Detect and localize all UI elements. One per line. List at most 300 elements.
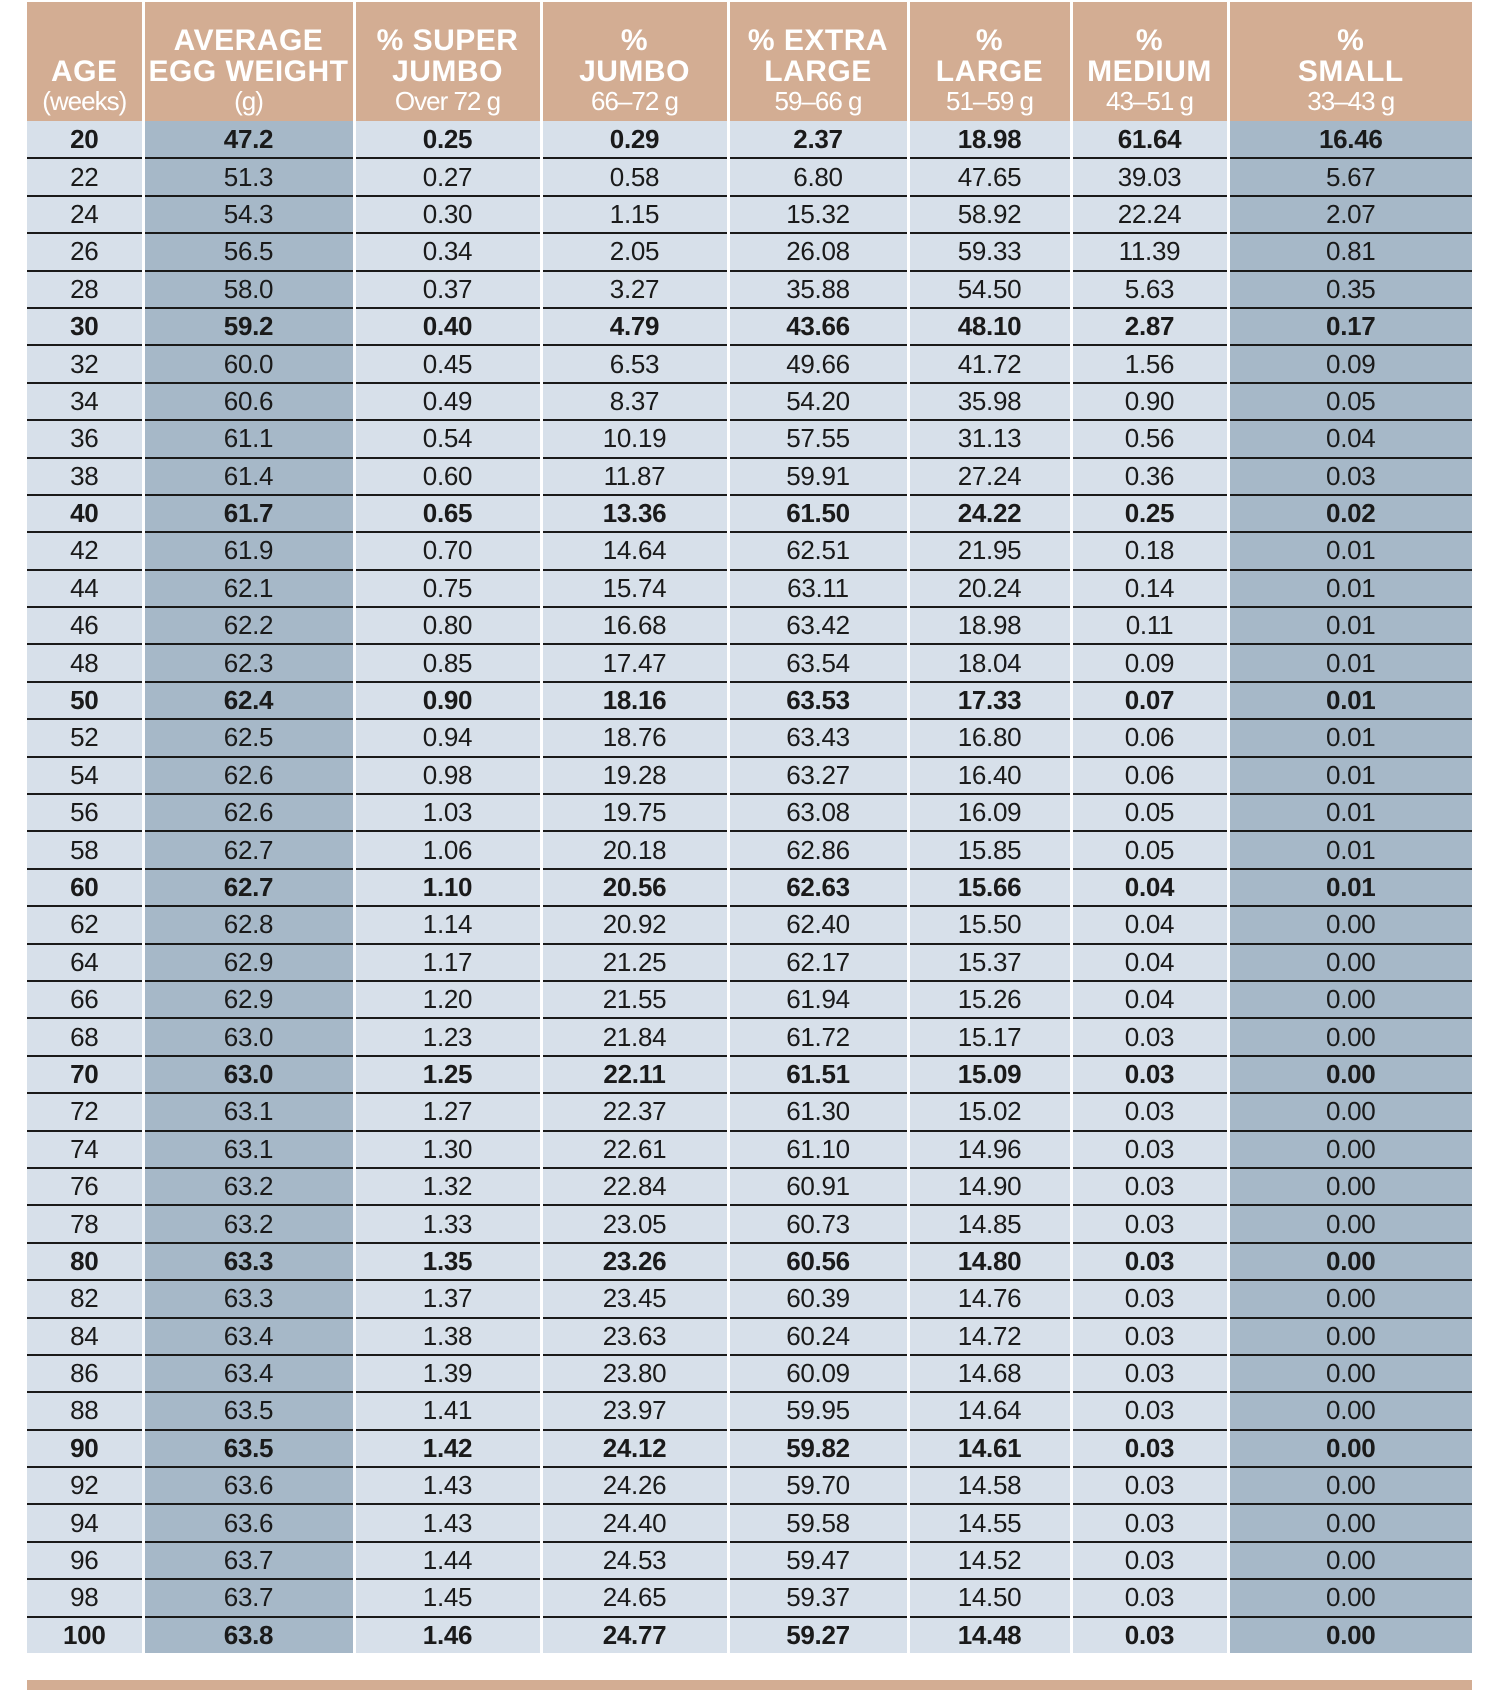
table-row: [27, 1504, 1472, 1541]
cell-jumbo: 21.25: [541, 944, 728, 981]
cell-super-jumbo: 1.39: [354, 1355, 541, 1392]
cell-average-egg-weight: 63.6: [143, 1504, 354, 1541]
cell-jumbo: 17.47: [541, 644, 728, 681]
cell-extra-large: 63.53: [728, 682, 908, 719]
egg-size-distribution-table: [27, 2, 1472, 1653]
cell-average-egg-weight: 63.5: [143, 1430, 354, 1467]
cell-medium: 0.06: [1071, 757, 1228, 794]
table-row: [27, 1205, 1472, 1242]
cell-average-egg-weight: 54.3: [143, 196, 354, 233]
cell-extra-large: 63.42: [728, 607, 908, 644]
cell-small: 5.67: [1228, 158, 1472, 195]
cell-large: 15.37: [908, 944, 1071, 981]
header-title-line-1: %: [620, 24, 649, 57]
cell-average-egg-weight: 62.2: [143, 607, 354, 644]
cell-large: 24.22: [908, 495, 1071, 532]
cell-jumbo: 24.40: [541, 1504, 728, 1541]
table-row: [27, 532, 1472, 569]
cell-large: 20.24: [908, 570, 1071, 607]
cell-small: 0.00: [1228, 1056, 1472, 1093]
cell-age: 78: [27, 1205, 143, 1242]
cell-extra-large: 60.91: [728, 1168, 908, 1205]
cell-small: 0.05: [1228, 383, 1472, 420]
cell-extra-large: 2.37: [728, 121, 908, 158]
cell-small: 0.01: [1228, 644, 1472, 681]
cell-average-egg-weight: 63.7: [143, 1579, 354, 1616]
cell-jumbo: 23.63: [541, 1318, 728, 1355]
cell-average-egg-weight: 62.7: [143, 831, 354, 868]
cell-large: 18.98: [908, 607, 1071, 644]
cell-extra-large: 43.66: [728, 308, 908, 345]
cell-age: 30: [27, 308, 143, 345]
cell-large: 48.10: [908, 308, 1071, 345]
cell-average-egg-weight: 62.9: [143, 981, 354, 1018]
cell-jumbo: 22.84: [541, 1168, 728, 1205]
cell-extra-large: 59.47: [728, 1542, 908, 1579]
cell-small: 0.04: [1228, 420, 1472, 457]
cell-super-jumbo: 1.38: [354, 1318, 541, 1355]
cell-age: 52: [27, 719, 143, 756]
cell-super-jumbo: 0.54: [354, 420, 541, 457]
cell-super-jumbo: 0.45: [354, 345, 541, 382]
cell-extra-large: 63.08: [728, 794, 908, 831]
cell-medium: 11.39: [1071, 233, 1228, 270]
table-row: [27, 1430, 1472, 1467]
cell-age: 66: [27, 981, 143, 1018]
cell-super-jumbo: 1.17: [354, 944, 541, 981]
cell-average-egg-weight: 63.0: [143, 1056, 354, 1093]
cell-age: 26: [27, 233, 143, 270]
cell-jumbo: 16.68: [541, 607, 728, 644]
cell-extra-large: 61.30: [728, 1093, 908, 1130]
cell-extra-large: 59.82: [728, 1430, 908, 1467]
cell-age: 70: [27, 1056, 143, 1093]
cell-large: 18.98: [908, 121, 1071, 158]
cell-extra-large: 59.70: [728, 1467, 908, 1504]
table-row: [27, 869, 1472, 906]
cell-average-egg-weight: 63.0: [143, 1018, 354, 1055]
cell-super-jumbo: 1.41: [354, 1392, 541, 1429]
table-row: [27, 1617, 1472, 1653]
cell-small: 0.01: [1228, 831, 1472, 868]
cell-medium: 0.03: [1071, 1018, 1228, 1055]
cell-average-egg-weight: 63.7: [143, 1542, 354, 1579]
table-row: [27, 1467, 1472, 1504]
cell-large: 14.96: [908, 1131, 1071, 1168]
cell-small: 0.01: [1228, 570, 1472, 607]
table-row: [27, 1168, 1472, 1205]
cell-small: 0.01: [1228, 757, 1472, 794]
cell-age: 54: [27, 757, 143, 794]
cell-extra-large: 35.88: [728, 271, 908, 308]
cell-small: 0.01: [1228, 607, 1472, 644]
cell-extra-large: 61.50: [728, 495, 908, 532]
cell-super-jumbo: 1.45: [354, 1579, 541, 1616]
cell-large: 14.85: [908, 1205, 1071, 1242]
cell-age: 68: [27, 1018, 143, 1055]
cell-medium: 0.04: [1071, 944, 1228, 981]
cell-age: 46: [27, 607, 143, 644]
cell-jumbo: 23.80: [541, 1355, 728, 1392]
cell-extra-large: 61.51: [728, 1056, 908, 1093]
table-row: [27, 794, 1472, 831]
cell-super-jumbo: 0.80: [354, 607, 541, 644]
header-small: [1228, 2, 1472, 121]
cell-medium: 0.04: [1071, 906, 1228, 943]
cell-super-jumbo: 0.75: [354, 570, 541, 607]
cell-large: 58.92: [908, 196, 1071, 233]
header-range: 51–59 g: [946, 86, 1033, 116]
cell-jumbo: 20.18: [541, 831, 728, 868]
cell-average-egg-weight: 62.5: [143, 719, 354, 756]
cell-age: 82: [27, 1280, 143, 1317]
cell-medium: 0.07: [1071, 682, 1228, 719]
cell-small: 0.00: [1228, 906, 1472, 943]
cell-extra-large: 59.37: [728, 1579, 908, 1616]
table-row: [27, 271, 1472, 308]
cell-large: 54.50: [908, 271, 1071, 308]
cell-large: 47.65: [908, 158, 1071, 195]
cell-age: 28: [27, 271, 143, 308]
cell-jumbo: 20.56: [541, 869, 728, 906]
cell-small: 0.00: [1228, 1093, 1472, 1130]
cell-age: 72: [27, 1093, 143, 1130]
cell-small: 0.01: [1228, 719, 1472, 756]
cell-average-egg-weight: 62.1: [143, 570, 354, 607]
cell-medium: 0.11: [1071, 607, 1228, 644]
cell-super-jumbo: 1.44: [354, 1542, 541, 1579]
header-age: [27, 2, 143, 121]
table-row: [27, 607, 1472, 644]
table-row: [27, 1093, 1472, 1130]
header-extra-large: [728, 2, 908, 121]
cell-small: 0.02: [1228, 495, 1472, 532]
cell-age: 44: [27, 570, 143, 607]
header-medium: [1071, 2, 1228, 121]
cell-super-jumbo: 1.37: [354, 1280, 541, 1317]
cell-extra-large: 59.95: [728, 1392, 908, 1429]
cell-average-egg-weight: 59.2: [143, 308, 354, 345]
cell-large: 14.68: [908, 1355, 1071, 1392]
table-row: [27, 1131, 1472, 1168]
cell-small: 16.46: [1228, 121, 1472, 158]
cell-average-egg-weight: 61.4: [143, 458, 354, 495]
table-bottom-bar: [27, 1680, 1472, 1690]
table-row: [27, 233, 1472, 270]
cell-extra-large: 60.56: [728, 1243, 908, 1280]
cell-age: 98: [27, 1579, 143, 1616]
cell-age: 94: [27, 1504, 143, 1541]
cell-average-egg-weight: 62.4: [143, 682, 354, 719]
cell-small: 0.00: [1228, 1392, 1472, 1429]
cell-super-jumbo: 1.46: [354, 1617, 541, 1653]
header-range: 33–43 g: [1307, 86, 1395, 116]
cell-large: 14.72: [908, 1318, 1071, 1355]
cell-medium: 0.03: [1071, 1579, 1228, 1616]
cell-small: 0.00: [1228, 1579, 1472, 1616]
cell-jumbo: 22.61: [541, 1131, 728, 1168]
table-row: [27, 1280, 1472, 1317]
cell-extra-large: 54.20: [728, 383, 908, 420]
cell-large: 16.40: [908, 757, 1071, 794]
cell-average-egg-weight: 63.1: [143, 1131, 354, 1168]
table-row: [27, 420, 1472, 457]
cell-average-egg-weight: 47.2: [143, 121, 354, 158]
cell-super-jumbo: 1.43: [354, 1504, 541, 1541]
cell-large: 14.80: [908, 1243, 1071, 1280]
cell-average-egg-weight: 63.2: [143, 1205, 354, 1242]
cell-age: 32: [27, 345, 143, 382]
cell-extra-large: 26.08: [728, 233, 908, 270]
cell-large: 15.50: [908, 906, 1071, 943]
cell-average-egg-weight: 63.8: [143, 1617, 354, 1653]
cell-small: 0.00: [1228, 1467, 1472, 1504]
cell-jumbo: 13.36: [541, 495, 728, 532]
cell-extra-large: 62.86: [728, 831, 908, 868]
cell-extra-large: 60.24: [728, 1318, 908, 1355]
cell-age: 64: [27, 944, 143, 981]
cell-small: 0.00: [1228, 1355, 1472, 1392]
table-header-row: [27, 2, 1472, 121]
cell-jumbo: 11.87: [541, 458, 728, 495]
header-average-egg-weight: [143, 2, 354, 121]
header-range: 66–72 g: [591, 86, 678, 116]
cell-jumbo: 24.12: [541, 1430, 728, 1467]
header-title-line-2: JUMBO: [579, 55, 690, 88]
cell-extra-large: 49.66: [728, 345, 908, 382]
cell-extra-large: 59.91: [728, 458, 908, 495]
cell-small: 0.03: [1228, 458, 1472, 495]
header-jumbo: [541, 2, 728, 121]
cell-age: 62: [27, 906, 143, 943]
cell-medium: 0.04: [1071, 981, 1228, 1018]
cell-jumbo: 14.64: [541, 532, 728, 569]
header-age-title: AGE: [50, 55, 118, 88]
cell-age: 36: [27, 420, 143, 457]
cell-extra-large: 62.40: [728, 906, 908, 943]
cell-jumbo: 24.53: [541, 1542, 728, 1579]
cell-average-egg-weight: 58.0: [143, 271, 354, 308]
table-row: [27, 458, 1472, 495]
cell-small: 0.00: [1228, 1542, 1472, 1579]
cell-super-jumbo: 1.35: [354, 1243, 541, 1280]
cell-large: 14.58: [908, 1467, 1071, 1504]
header-title-line-1: %: [975, 24, 1004, 57]
cell-super-jumbo: 0.25: [354, 121, 541, 158]
cell-average-egg-weight: 63.5: [143, 1392, 354, 1429]
cell-medium: 0.03: [1071, 1131, 1228, 1168]
cell-age: 48: [27, 644, 143, 681]
cell-jumbo: 20.92: [541, 906, 728, 943]
cell-super-jumbo: 0.60: [354, 458, 541, 495]
cell-average-egg-weight: 63.6: [143, 1467, 354, 1504]
cell-jumbo: 15.74: [541, 570, 728, 607]
cell-age: 34: [27, 383, 143, 420]
cell-super-jumbo: 1.32: [354, 1168, 541, 1205]
cell-medium: 0.04: [1071, 869, 1228, 906]
cell-super-jumbo: 0.30: [354, 196, 541, 233]
cell-large: 14.52: [908, 1542, 1071, 1579]
cell-large: 14.90: [908, 1168, 1071, 1205]
cell-average-egg-weight: 62.6: [143, 794, 354, 831]
cell-super-jumbo: 0.34: [354, 233, 541, 270]
cell-super-jumbo: 0.94: [354, 719, 541, 756]
table-row: [27, 383, 1472, 420]
cell-medium: 2.87: [1071, 308, 1228, 345]
cell-large: 27.24: [908, 458, 1071, 495]
cell-jumbo: 22.11: [541, 1056, 728, 1093]
cell-super-jumbo: 0.90: [354, 682, 541, 719]
cell-small: 0.09: [1228, 345, 1472, 382]
cell-medium: 0.03: [1071, 1243, 1228, 1280]
cell-large: 15.02: [908, 1093, 1071, 1130]
cell-large: 15.17: [908, 1018, 1071, 1055]
cell-small: 0.00: [1228, 981, 1472, 1018]
cell-large: 35.98: [908, 383, 1071, 420]
cell-average-egg-weight: 63.3: [143, 1280, 354, 1317]
cell-age: 86: [27, 1355, 143, 1392]
cell-age: 76: [27, 1168, 143, 1205]
cell-super-jumbo: 1.23: [354, 1018, 541, 1055]
cell-medium: 0.03: [1071, 1093, 1228, 1130]
cell-jumbo: 21.84: [541, 1018, 728, 1055]
cell-age: 88: [27, 1392, 143, 1429]
cell-jumbo: 0.58: [541, 158, 728, 195]
cell-age: 80: [27, 1243, 143, 1280]
header-title-line-1: AVERAGE: [173, 24, 324, 57]
cell-super-jumbo: 1.06: [354, 831, 541, 868]
cell-medium: 0.36: [1071, 458, 1228, 495]
cell-small: 0.01: [1228, 794, 1472, 831]
cell-age: 22: [27, 158, 143, 195]
cell-small: 0.17: [1228, 308, 1472, 345]
cell-small: 0.00: [1228, 1280, 1472, 1317]
table-row: [27, 308, 1472, 345]
cell-jumbo: 23.45: [541, 1280, 728, 1317]
cell-small: 0.00: [1228, 1430, 1472, 1467]
cell-super-jumbo: 0.40: [354, 308, 541, 345]
cell-jumbo: 0.29: [541, 121, 728, 158]
table-row: [27, 495, 1472, 532]
cell-age: 60: [27, 869, 143, 906]
cell-medium: 0.03: [1071, 1430, 1228, 1467]
cell-super-jumbo: 1.10: [354, 869, 541, 906]
cell-jumbo: 6.53: [541, 345, 728, 382]
cell-extra-large: 62.51: [728, 532, 908, 569]
cell-extra-large: 15.32: [728, 196, 908, 233]
cell-medium: 0.18: [1071, 532, 1228, 569]
table-row: [27, 981, 1472, 1018]
cell-large: 15.09: [908, 1056, 1071, 1093]
cell-extra-large: 60.09: [728, 1355, 908, 1392]
cell-medium: 0.03: [1071, 1280, 1228, 1317]
cell-super-jumbo: 1.25: [354, 1056, 541, 1093]
cell-super-jumbo: 0.65: [354, 495, 541, 532]
cell-medium: 0.03: [1071, 1467, 1228, 1504]
header-title-line-2: SMALL: [1297, 55, 1404, 88]
cell-medium: 0.03: [1071, 1056, 1228, 1093]
cell-large: 41.72: [908, 345, 1071, 382]
cell-average-egg-weight: 63.2: [143, 1168, 354, 1205]
cell-jumbo: 23.97: [541, 1392, 728, 1429]
cell-jumbo: 19.28: [541, 757, 728, 794]
header-title-line-1: %: [1337, 24, 1365, 57]
cell-medium: 0.03: [1071, 1168, 1228, 1205]
cell-medium: 0.03: [1071, 1504, 1228, 1541]
cell-age: 42: [27, 532, 143, 569]
cell-average-egg-weight: 62.6: [143, 757, 354, 794]
cell-extra-large: 62.17: [728, 944, 908, 981]
header-title-line-2: MEDIUM: [1087, 55, 1212, 88]
cell-medium: 0.09: [1071, 644, 1228, 681]
cell-medium: 5.63: [1071, 271, 1228, 308]
cell-medium: 0.05: [1071, 794, 1228, 831]
cell-small: 0.00: [1228, 1318, 1472, 1355]
cell-large: 14.64: [908, 1392, 1071, 1429]
cell-medium: 0.03: [1071, 1392, 1228, 1429]
cell-super-jumbo: 1.03: [354, 794, 541, 831]
cell-large: 15.85: [908, 831, 1071, 868]
cell-jumbo: 8.37: [541, 383, 728, 420]
cell-small: 0.00: [1228, 1504, 1472, 1541]
cell-medium: 39.03: [1071, 158, 1228, 195]
cell-jumbo: 23.05: [541, 1205, 728, 1242]
cell-extra-large: 61.72: [728, 1018, 908, 1055]
cell-small: 2.07: [1228, 196, 1472, 233]
table-row: [27, 757, 1472, 794]
cell-small: 0.01: [1228, 869, 1472, 906]
cell-medium: 0.03: [1071, 1205, 1228, 1242]
cell-extra-large: 61.94: [728, 981, 908, 1018]
header-title-line-2: JUMBO: [392, 55, 503, 88]
cell-extra-large: 62.63: [728, 869, 908, 906]
cell-age: 20: [27, 121, 143, 158]
header-title-line-1: %: [1135, 24, 1164, 57]
cell-average-egg-weight: 62.3: [143, 644, 354, 681]
cell-age: 58: [27, 831, 143, 868]
cell-large: 15.26: [908, 981, 1071, 1018]
cell-average-egg-weight: 51.3: [143, 158, 354, 195]
table-row: [27, 196, 1472, 233]
cell-small: 0.01: [1228, 532, 1472, 569]
table-row: [27, 1542, 1472, 1579]
table-row: [27, 1243, 1472, 1280]
cell-extra-large: 60.73: [728, 1205, 908, 1242]
cell-small: 0.00: [1228, 1205, 1472, 1242]
cell-super-jumbo: 1.14: [354, 906, 541, 943]
cell-medium: 0.03: [1071, 1617, 1228, 1653]
cell-jumbo: 23.26: [541, 1243, 728, 1280]
header-super-jumbo: [354, 2, 541, 121]
cell-super-jumbo: 0.98: [354, 757, 541, 794]
cell-medium: 22.24: [1071, 196, 1228, 233]
cell-extra-large: 6.80: [728, 158, 908, 195]
table-row: [27, 1579, 1472, 1616]
cell-extra-large: 60.39: [728, 1280, 908, 1317]
cell-large: 14.48: [908, 1617, 1071, 1653]
cell-jumbo: 22.37: [541, 1093, 728, 1130]
cell-super-jumbo: 0.27: [354, 158, 541, 195]
cell-large: 15.66: [908, 869, 1071, 906]
cell-extra-large: 57.55: [728, 420, 908, 457]
cell-large: 31.13: [908, 420, 1071, 457]
cell-medium: 0.05: [1071, 831, 1228, 868]
cell-jumbo: 2.05: [541, 233, 728, 270]
cell-jumbo: 24.26: [541, 1467, 728, 1504]
cell-small: 0.00: [1228, 1168, 1472, 1205]
header-unit: (g): [234, 86, 263, 116]
cell-large: 17.33: [908, 682, 1071, 719]
